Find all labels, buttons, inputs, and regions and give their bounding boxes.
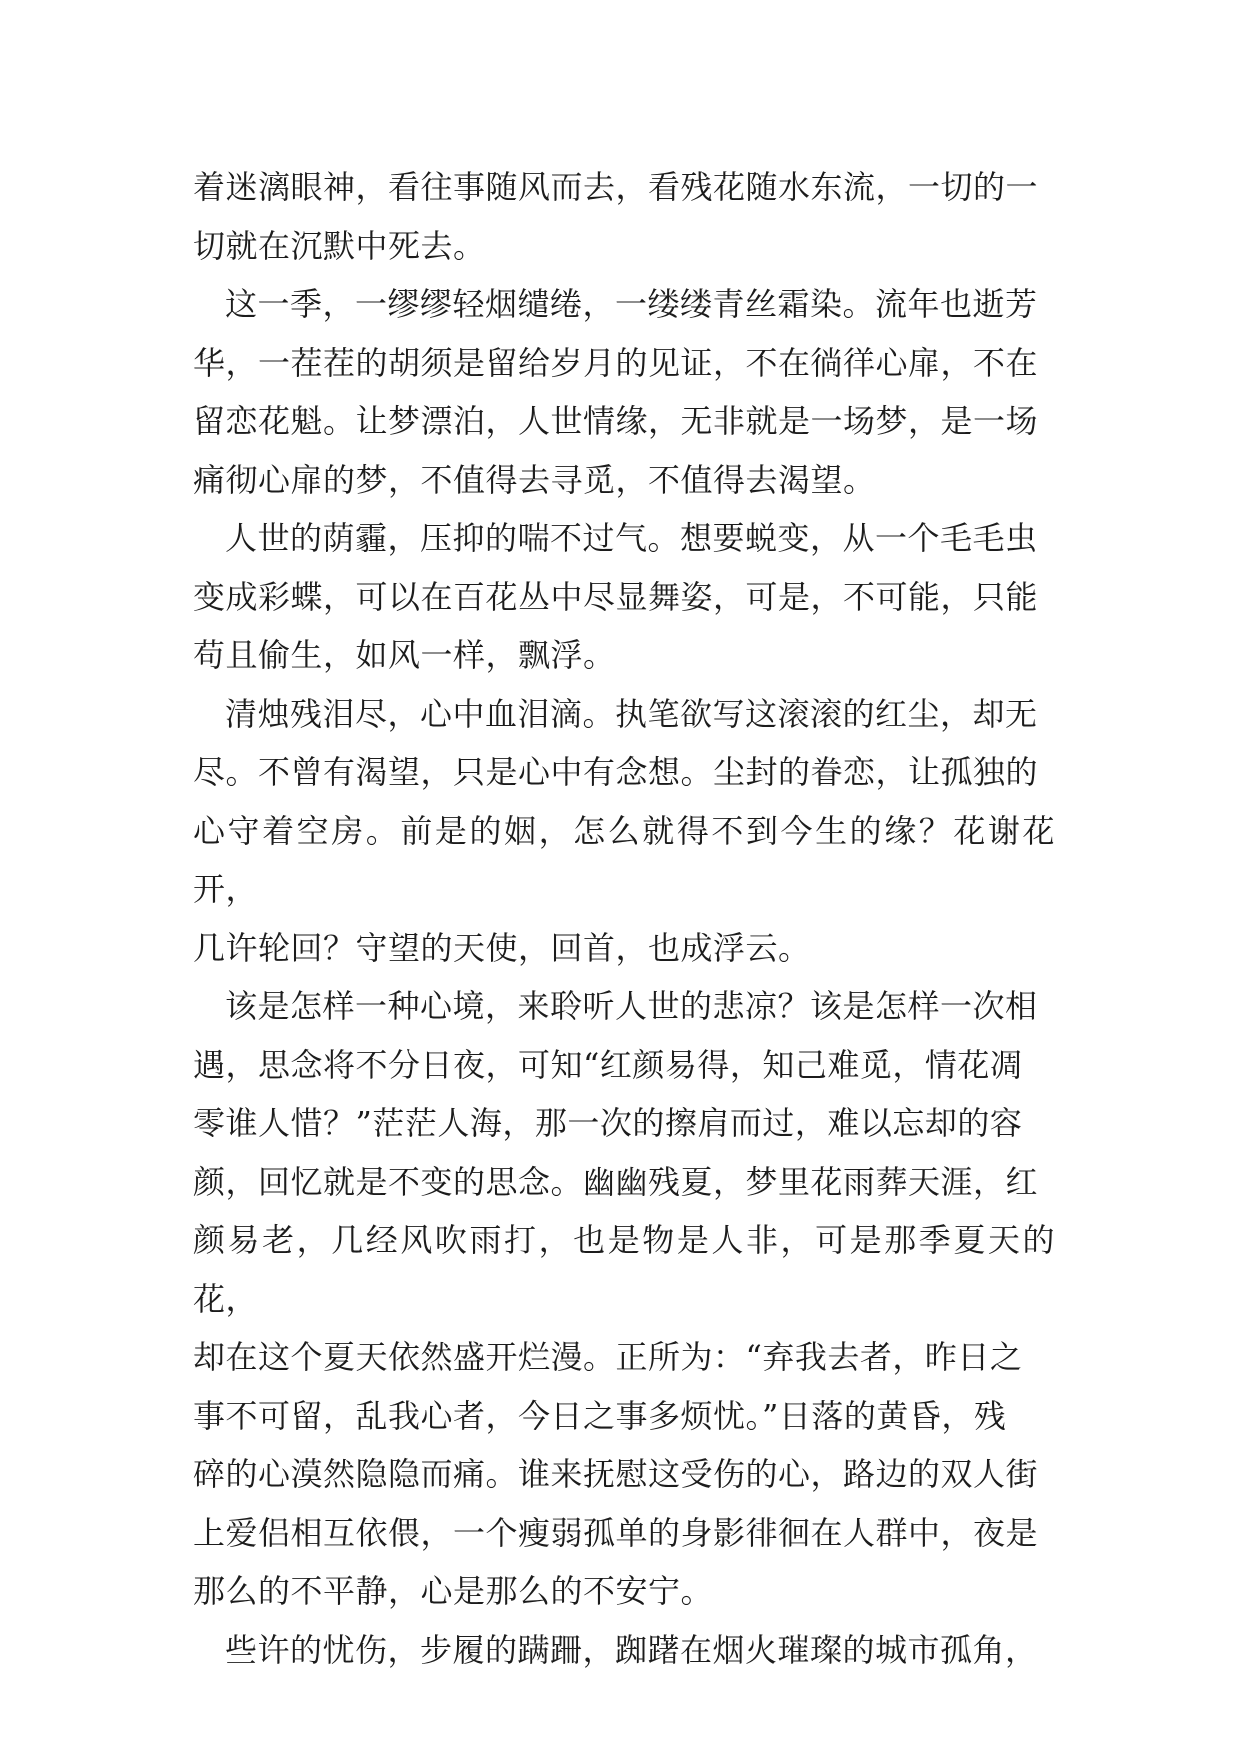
text-line: 些许的忧伤，步履的蹒跚，踟躇在烟火璀璨的城市孤角， xyxy=(225,1630,1038,1669)
document-body xyxy=(193,158,1055,1679)
text-line: 着迷漓眼神，看往事随风而去，看残花随水东流，一切的一 xyxy=(193,168,1039,206)
paragraph xyxy=(193,158,1055,275)
text-line: 这一季，一缪缪轻烟缱绻，一缕缕青丝霜染。流年也逝芳 xyxy=(225,285,1038,323)
text-line: 心守着空房。前是的姻，怎么就得不到今生的缘？花谢花开， xyxy=(193,811,1055,908)
text-line: 切就在沉默中死去。 xyxy=(193,226,486,265)
text-line: 人世的荫霾，压抑的喘不过气。想要蜕变，从一个毛毛虫 xyxy=(225,519,1038,557)
text-line: 变成彩蝶，可以在百花丛中尽显舞姿，可是，不可能，只能 xyxy=(193,577,1039,616)
text-line: 事不可留，乱我心者，今日之事多烦忧。”日落的黄昏，残 xyxy=(193,1396,1007,1435)
text-line: 颜，回忆就是不变的思念。幽幽残夏，梦里花雨葬天涯，红 xyxy=(193,1162,1039,1201)
text-line: 留恋花魁。让梦漂泊，人世情缘，无非就是一场梦，是一场 xyxy=(193,402,1039,440)
text-line: 尽。不曾有渴望，只是心中有念想。尘封的眷恋，让孤独的 xyxy=(193,753,1039,791)
text-line: 却在这个夏天依然盛开烂漫。正所为：“弃我去者，昨日之 xyxy=(193,1338,1023,1376)
text-line: 苟且偷生，如风一样，飘浮。 xyxy=(193,636,616,674)
paragraph xyxy=(193,685,1055,978)
paragraph xyxy=(193,275,1055,509)
text-line: 遇，思念将不分日夜，可知“红颜易得，知己难觅，情花凋 xyxy=(193,1045,1023,1084)
text-line: 那么的不平静，心是那么的不安宁。 xyxy=(193,1572,714,1610)
paragraph xyxy=(193,977,1055,1621)
text-line: 几许轮回？守望的天使，回首，也成浮云。 xyxy=(193,928,811,967)
text-line: 清烛残泪尽，心中血泪滴。执笔欲写这滚滚的红尘，却无 xyxy=(225,694,1038,733)
text-line: 华，一茬茬的胡须是留给岁月的见证，不在徜徉心扉，不在 xyxy=(193,343,1039,382)
text-line: 痛彻心扉的梦，不值得去寻觅，不值得去渴望。 xyxy=(193,460,876,499)
paragraph xyxy=(193,1621,1055,1680)
paragraph xyxy=(193,509,1055,685)
text-line: 颜易老，几经风吹雨打，也是物是人非，可是那季夏天的花， xyxy=(193,1221,1055,1318)
text-line: 碎的心漠然隐隐而痛。谁来抚慰这受伤的心，路边的双人街 xyxy=(193,1455,1039,1493)
text-line: 零谁人惜？”茫茫人海，那一次的擦肩而过，难以忘却的容 xyxy=(193,1104,1023,1142)
text-line: 上爱侣相互依偎，一个瘦弱孤单的身影徘徊在人群中，夜是 xyxy=(193,1513,1039,1552)
text-line: 该是怎样一种心境，来聆听人世的悲凉？该是怎样一次相 xyxy=(225,987,1038,1025)
